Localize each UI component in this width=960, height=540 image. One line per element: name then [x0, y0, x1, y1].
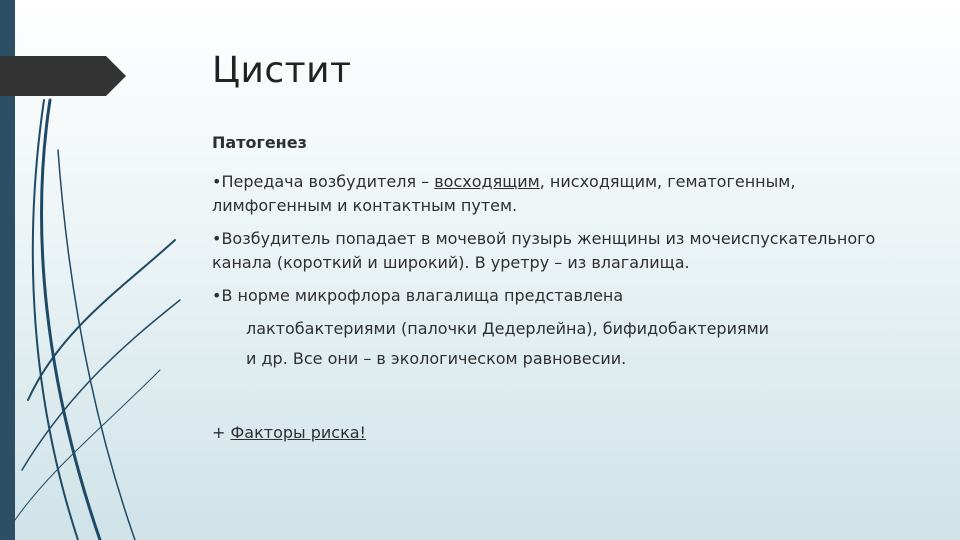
- bullet-marker: •: [212, 172, 222, 191]
- subheading: Патогенез: [212, 133, 307, 152]
- slide-content: [212, 133, 892, 371]
- bullet-item: [212, 170, 892, 218]
- title-arrow-shape: [0, 56, 130, 96]
- bullet-item: [212, 284, 892, 308]
- risk-factors-link[interactable]: Факторы риска!: [230, 423, 366, 442]
- indented-line: и др. Все они – в экологическом равновесии.: [246, 349, 627, 368]
- ascending-route-link[interactable]: восходящим: [434, 172, 540, 191]
- slide-title: Цистит: [212, 50, 352, 91]
- bullet-item: [212, 227, 892, 275]
- plus-marker: +: [212, 423, 231, 442]
- bullet-text: , нисходящим, гематогенным, лимфогенным и контактным путем.: [212, 172, 796, 215]
- bullet-marker: •: [212, 286, 222, 305]
- indented-line: лактобактериями (палочки Дедерлейна), бифидобактериями: [246, 319, 770, 338]
- bullet-text: В норме микрофлора влагалища представлена: [221, 286, 624, 305]
- bullet-text: Передача возбудителя –: [221, 172, 435, 191]
- bullet-text: Возбудитель попадает в мочевой пузырь женщины из мочеиспускательного канала (короткий и широкий). В уретру – из влагалища.: [212, 229, 876, 272]
- risk-factors-line: [212, 421, 366, 445]
- bullet-marker: •: [212, 229, 222, 248]
